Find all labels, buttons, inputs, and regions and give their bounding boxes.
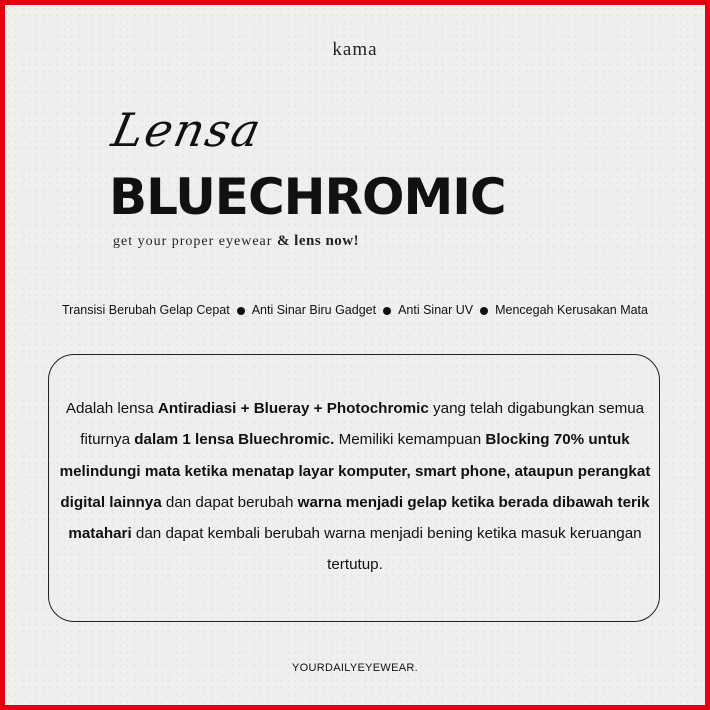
bullet-icon	[383, 307, 391, 315]
feature-item: Mencegah Kerusakan Mata	[495, 303, 648, 317]
description-text	[57, 393, 653, 581]
description-segment: Adalah lensa	[65, 400, 158, 417]
tagline	[113, 233, 359, 250]
description-highlight: Antiradiasi + Blueray + Photochromic	[157, 400, 429, 417]
tagline-emphasis: & lens now!	[276, 233, 360, 249]
description-segment: dan dapat kembali berubah warna menjadi bening ketika masuk keruangan tertutup.	[131, 525, 642, 574]
description-segment: dan dapat berubah	[161, 493, 298, 511]
promo-card	[5, 5, 705, 705]
feature-item: Anti Sinar UV	[398, 303, 474, 317]
footer-brand: YOURDAILYEYEWEAR.	[292, 662, 418, 674]
description-segment: yang telah digabungkan semua fiturnya	[80, 400, 645, 449]
description-highlight: dalam 1 lensa Bluechromic.	[134, 431, 335, 449]
feature-list	[5, 303, 705, 317]
feature-item: Anti Sinar Biru Gadget	[251, 303, 377, 317]
description-highlight: warna menjadi gelap ketika berada dibawah terik matahari	[68, 493, 650, 543]
bullet-icon	[237, 307, 245, 315]
page-title: BLUECHROMIC	[109, 168, 506, 226]
title-script: Lensa	[107, 103, 268, 157]
tagline-prefix: get your proper eyewear	[113, 234, 273, 249]
bullet-icon	[480, 307, 488, 315]
description-highlight: Blocking 70% untuk melindungi mata ketika menatap layar komputer, smart phone, ataupun perangkat digital lainnya	[59, 431, 651, 511]
brand-logo: kama	[332, 39, 378, 60]
feature-item: Transisi Berubah Gelap Cepat	[62, 303, 230, 317]
description-segment: Memiliki kemampuan	[334, 431, 486, 449]
